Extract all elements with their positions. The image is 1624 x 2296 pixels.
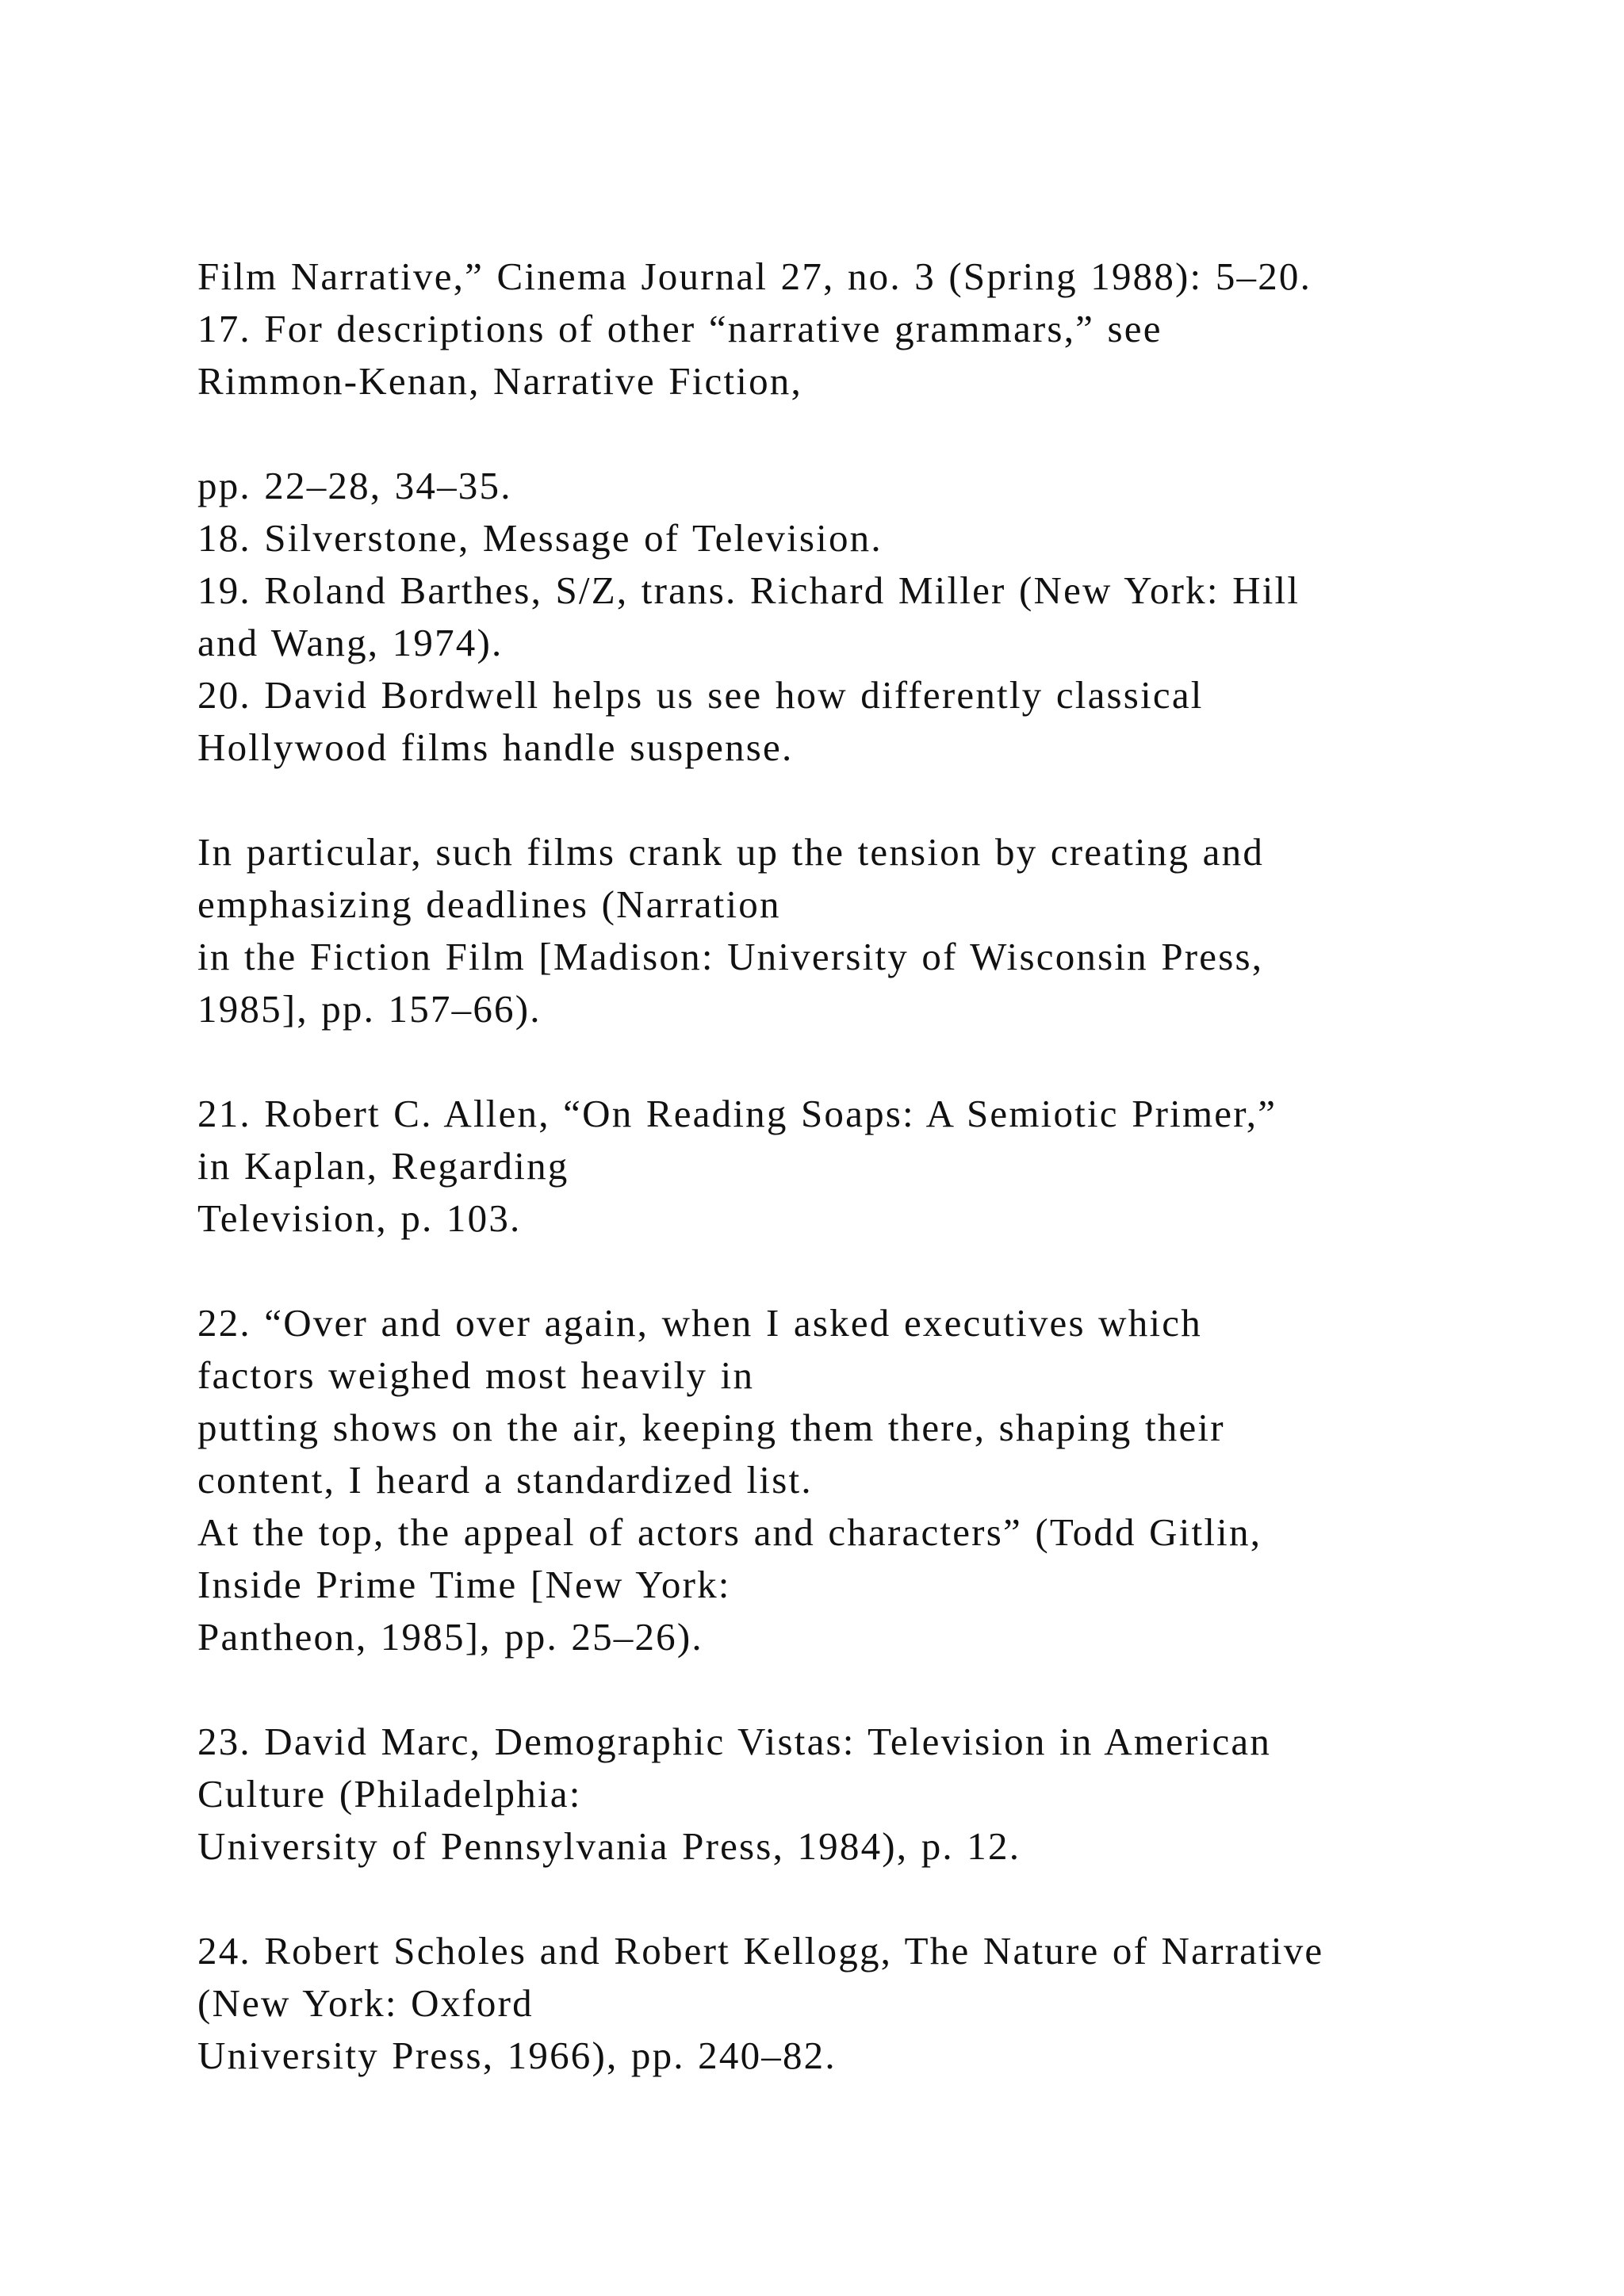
- text-line: 22. “Over and over again, when I asked executives which: [197, 1301, 1202, 1345]
- text-line: In particular, such films crank up the tension by creating and: [197, 830, 1265, 874]
- text-line: in Kaplan, Regarding: [197, 1144, 569, 1188]
- blank-line: [197, 1873, 1466, 1925]
- text-line: and Wang, 1974).: [197, 621, 504, 664]
- text-line: Hollywood films handle suspense.: [197, 725, 794, 769]
- text-line: 21. Robert C. Allen, “On Reading Soaps: A Semiotic Primer,”: [197, 1092, 1277, 1135]
- text-line: content, I heard a standardized list.: [197, 1458, 813, 1502]
- text-line: Pantheon, 1985], pp. 25–26).: [197, 1615, 703, 1659]
- text-line: Inside Prime Time [New York:: [197, 1563, 731, 1606]
- text-line: pp. 22–28, 34–35.: [197, 464, 512, 507]
- blank-line: [197, 408, 1466, 460]
- blank-line: [197, 1245, 1466, 1297]
- text-line: Culture (Philadelphia:: [197, 1772, 582, 1816]
- text-line: Television, p. 103.: [197, 1196, 522, 1240]
- text-line: At the top, the appeal of actors and characters” (Todd Gitlin,: [197, 1510, 1262, 1554]
- text-line: (New York: Oxford: [197, 1981, 534, 2025]
- blank-line: [197, 1663, 1466, 1716]
- text-line: emphasizing deadlines (Narration: [197, 882, 781, 926]
- text-line: 18. Silverstone, Message of Television.: [197, 516, 883, 560]
- text-line: Rimmon-Kenan, Narrative Fiction,: [197, 359, 802, 403]
- text-line: 1985], pp. 157–66).: [197, 987, 542, 1031]
- notes-text: [197, 251, 1466, 2082]
- blank-line: [197, 1035, 1466, 1088]
- text-line: in the Fiction Film [Madison: University of Wisconsin Press,: [197, 935, 1264, 978]
- blank-line: [197, 774, 1466, 826]
- text-line: 19. Roland Barthes, S/Z, trans. Richard Miller (New York: Hill: [197, 568, 1300, 612]
- text-line: 20. David Bordwell helps us see how differently classical: [197, 673, 1204, 717]
- text-line: 23. David Marc, Demographic Vistas: Television in American: [197, 1720, 1272, 1763]
- text-line: University Press, 1966), pp. 240–82.: [197, 2034, 837, 2077]
- text-line: 17. For descriptions of other “narrative grammars,” see: [197, 307, 1162, 350]
- text-line: putting shows on the air, keeping them there, shaping their: [197, 1406, 1225, 1449]
- text-line: factors weighed most heavily in: [197, 1353, 755, 1397]
- text-line: Film Narrative,” Cinema Journal 27, no. 3 (Spring 1988): 5–20.: [197, 254, 1312, 298]
- text-line: University of Pennsylvania Press, 1984), p. 12.: [197, 1824, 1021, 1868]
- text-line: 24. Robert Scholes and Robert Kellogg, The Nature of Narrative: [197, 1929, 1324, 1973]
